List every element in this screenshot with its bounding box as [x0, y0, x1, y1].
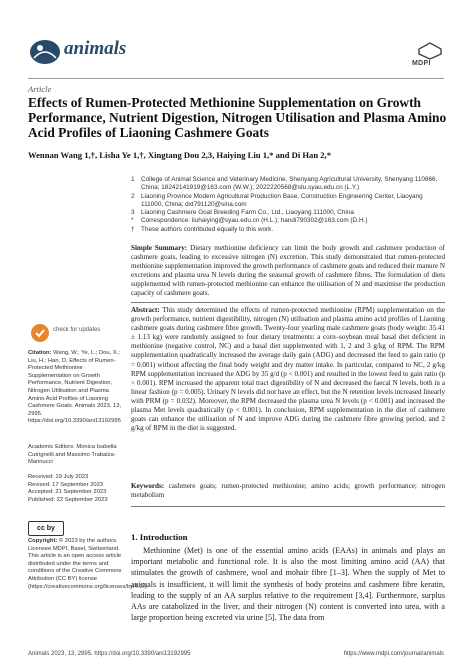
header-divider: [28, 78, 444, 79]
publication-dates: [28, 474, 124, 504]
received-date: Received: 19 July 2023: [28, 474, 89, 480]
affiliation-item: 3 Liaoning Cashmere Goat Breeding Farm Co., Ltd., Liaoyang 111000, China: [131, 209, 354, 217]
check-updates-icon: [30, 323, 50, 343]
cc-by-label: cc by: [37, 525, 55, 532]
introduction-text: Methionine (Met) is one of the essential amino acids (EAAs) in animals and plays an important metabolic and functional role. It is also the most limiting amino acid (AA) that stimulates the growth of cashmere, wool and mohair fibre [1–3]. When the supply of Met to animals is insufficient, it will limit the synthesis of body proteins and cashmere fibre keratin, leading to the supply of an AA surplus relative to the requirement [3,4]. Furthermore, surplus AAs are catabolized in the liver, and their nitrogen (N) content is converted into urea, with a large proportion being excreted via urine [5]. The data from: [131, 546, 445, 623]
journal-name[interactable]: animals: [64, 38, 127, 59]
copyright-block: [28, 538, 148, 591]
abstract: [131, 306, 445, 433]
published-date: Published: 22 September 2023: [28, 496, 108, 503]
accepted-date: Accepted: 21 September 2023: [28, 489, 107, 496]
check-for-updates-button[interactable]: [28, 322, 124, 344]
section-divider: [131, 302, 445, 303]
citation-text[interactable]: Wang, W.; Ye, L.; Dou, X.; Liu, H.; Han, D. Effects of Rumen-Protected Methionine Supplementation on Growth Performance, Nutrient Digestion, Nitrogen Utilisation and Plasma Amino Acid Profiles of Liaoning Cashmere Goats. Animals 2023, 13, 2995. https://doi.org/10.3390/ani13192995: [28, 350, 122, 425]
article-type: Article: [28, 84, 52, 94]
affiliation-item: 1 College of Animal Science and Veterinary Medicine, Shenyang Agricultural University, Shenyang 110866, China; 18242141919@163.com (W.W.); 2022220568@stu.syau.edu.cn (L.Y.): [131, 176, 438, 192]
mdpi-logo-icon: [418, 42, 442, 60]
copyright-label: Copyright:: [28, 538, 58, 544]
copyright-text: © 2023 by the authors. Licensee MDPI, Basel, Switzerland. This article is an open access article distributed under the terms and conditions of the Creative Commons Attribution (CC BY) license (https://creativecommons.org/licenses/by/4.0/).: [28, 538, 148, 590]
abstract-label: Abstract:: [131, 306, 160, 314]
section-divider: [131, 506, 445, 507]
footer-journal-link[interactable]: https://www.mdpi.com/journal/animals: [343, 651, 444, 657]
publisher-name: MDPI: [412, 60, 431, 67]
author-list: Wennan Wang 1,†, Lisha Ye 1,†, Xingtang Dou 2,3, Haiying Liu 1,* and Di Han 2,*: [28, 150, 332, 160]
page-footer: [28, 651, 444, 657]
affiliation-item: 2 Liaoning Province Modern Agricultural Production Base, Construction Engineering Center, Liaoyang 111000, China; dxt791120@sina.com: [131, 192, 423, 208]
keywords-label: Keywords:: [131, 482, 165, 490]
equal-contribution-note: † These authors contributed equally to this work.: [131, 225, 274, 233]
abstract-text: This study determined the effects of rumen-protected methionine (RPM) supplementation on the growth performance, nutrient digestibility, nitrogen (N) utilisation and plasma amino acid profiles of Liaoning cashmere goats during cashmere fibre growth. Twenty-four yearling male cashmere goats (body weight: 35.41 ± 1.13 kg) were randomly assigned to four dietary treatments: a corn–soybean meal basal diet deficient in methionine (negative control, NC) and a basal diet supplemented with 1, 2 and 3 g/kg of RPM. The RPM supplementation quadratically increased the average daily gain (ADG) and decreased the feed to gain ratio (p = 0.001) without affecting the final body weight and dry matter intake. In particular, compared to NC, 2 g/kg RPM supplementation increased the ADG by 35 g/d (p < 0.001) and resulted in the lowest feed to gain ratio (p < 0.001). RPM increased the apparent total tract digestibility of N and decreased the faecal N levels, both in a linear fashion (p = 0.005). Urinary N levels did not have an effect, but the N retention levels increased linearly with PRM (p = 0.032). Moreover, the RPM decreased the plasma urea N levels (p < 0.001) and increased the plasma Met levels quadratically (p < 0.001). In conclusion, RPM supplementation in the diet of cashmere goats can enhance the utilisation of N and improve ADG during the cashmere fibre growing period, and 2 g/kg of RPM in the diet is suggested.: [131, 306, 445, 433]
academic-editors: Academic Editors: Monica Isabella Cutrignelli and Massimo Trabalza-Marinucci: [28, 444, 117, 466]
citation-label: Citation:: [28, 350, 52, 356]
simple-summary: [131, 244, 445, 299]
cc-by-license-icon[interactable]: [28, 521, 64, 536]
revised-date: Revised: 17 September 2023: [28, 481, 104, 488]
footer-citation[interactable]: Animals 2023, 13, 2995. https://doi.org/10.3390/ani13192995: [28, 651, 191, 657]
keywords-text: cashmere goats; rumen-protected methionine; amino acids; growth performance; nitrogen metabolism: [131, 482, 445, 500]
affiliations: [131, 176, 441, 234]
check-updates-label: check for updates: [53, 327, 101, 333]
correspondence[interactable]: * Correspondence: liuhaiying@syau.edu.cn (H.L.); handi790302@163.com (D.H.): [131, 217, 368, 225]
introduction-heading: 1. Introduction: [131, 532, 188, 542]
simple-summary-text: Dietary methionine deficiency can limit the body growth and cashmere production of cashmere goats, leading to excessive nitrogen (N) excretion. This study demonstrated that rumen-protected methionine supplementation improved the growth performance of cashmere goats and reduced their manure N excretions and plasma urea N levels during the seasonal growth of cashmere fibres. The formulation of diets supplemented with rumen-protected methionine can enhance the utilisation of N and maximise the production capacity of cashmere goats.: [131, 244, 446, 298]
paper-title: Effects of Rumen-Protected Methionine Supplementation on Growth Performance, Nutrient Digestion, Nitrogen Utilisation and Plasma Amino Acid Profiles of Liaoning Cashmere Goats: [28, 95, 447, 140]
journal-logo-icon: [28, 36, 62, 66]
simple-summary-label: Simple Summary:: [131, 244, 188, 252]
citation-block: [28, 350, 124, 426]
keywords: [131, 482, 445, 500]
